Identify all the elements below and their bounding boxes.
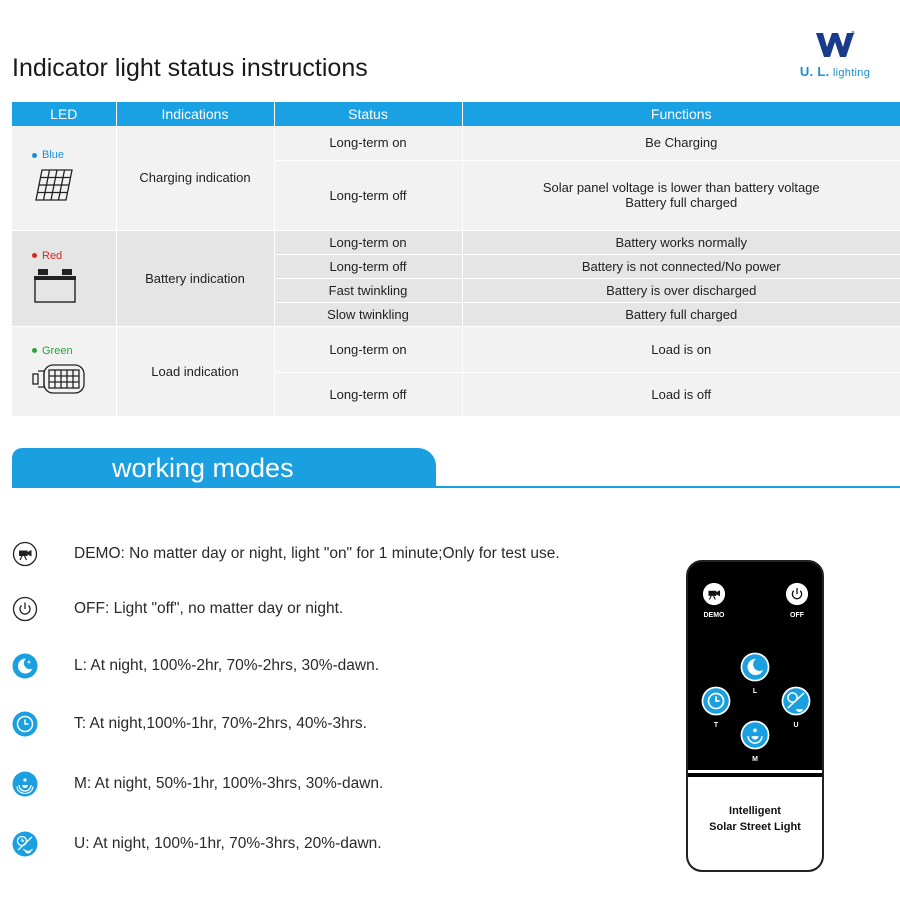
remote-control (686, 560, 824, 872)
mode-demo-text: DEMO: No matter day or night, light "on" for 1 minute;Only for test use. (74, 545, 560, 562)
table-row (12, 230, 900, 254)
status-cell: Long-term off (274, 372, 462, 416)
function-cell: Battery is not connected/No power (462, 254, 900, 278)
status-cell: Long-term on (274, 230, 462, 254)
clock-icon (12, 711, 38, 737)
status-cell: Long-term off (274, 160, 462, 230)
header-functions: Functions (462, 102, 900, 126)
section-divider (12, 486, 900, 488)
remote-m-button: M (738, 720, 772, 763)
led-label-blue: Blue (32, 149, 116, 161)
status-cell: Long-term on (274, 126, 462, 160)
moon-icon (12, 653, 38, 679)
function-cell: Battery is over discharged (462, 278, 900, 302)
function-cell: Battery works normally (462, 230, 900, 254)
mode-l (12, 650, 652, 682)
remote-t-button: T (699, 686, 733, 729)
page-title: Indicator light status instructions (12, 54, 368, 82)
remote-demo-button: DEMO (697, 582, 731, 619)
indication-load: Load indication (116, 326, 274, 416)
header-status: Status (274, 102, 462, 126)
header-led: LED (12, 102, 116, 126)
remote-off-button: OFF (780, 582, 814, 619)
street-lamp-icon (32, 363, 88, 395)
timer-sensor-icon (12, 831, 38, 857)
table-row (12, 126, 900, 160)
mode-u-text: U: At night, 100%-1hr, 70%-3hrs, 20%-dawn. (74, 835, 382, 852)
camera-icon (12, 541, 38, 567)
status-cell: Slow twinkling (274, 302, 462, 326)
led-cell-red (12, 230, 116, 326)
solar-panel-icon (34, 167, 74, 203)
mode-t-text: T: At night,100%-1hr, 70%-2hrs, 40%-3hrs. (74, 715, 367, 732)
function-cell: Solar panel voltage is lower than battery voltage Battery full charged (462, 160, 900, 230)
mode-l-text: L: At night, 100%-2hr, 70%-2hrs, 30%-dawn. (74, 657, 380, 674)
mode-off (12, 593, 652, 625)
motion-sensor-icon (12, 771, 38, 797)
led-dot-green-icon (32, 348, 37, 353)
mode-demo (12, 538, 652, 570)
remote-label-line2: Solar Street Light (709, 821, 801, 833)
timer-sensor-icon (781, 686, 811, 716)
function-cell: Load is off (462, 372, 900, 416)
table-header-row (12, 102, 900, 126)
moon-icon (740, 652, 770, 682)
led-label-green: Green (32, 345, 116, 357)
battery-icon (32, 268, 78, 304)
function-cell: Be Charging (462, 126, 900, 160)
status-cell: Fast twinkling (274, 278, 462, 302)
mode-t (12, 708, 652, 740)
remote-l-button: L (738, 652, 772, 695)
status-cell: Long-term off (274, 254, 462, 278)
power-icon (12, 596, 38, 622)
camera-icon (702, 582, 726, 606)
logo-w-icon (814, 30, 856, 60)
remote-label-line1: Intelligent (729, 805, 781, 817)
brand-logo (785, 30, 885, 88)
led-cell-blue (12, 126, 116, 230)
led-label-red: Red (32, 250, 116, 262)
motion-sensor-icon (740, 720, 770, 750)
logo-brand-text: U. L. (799, 64, 830, 79)
mode-m-text: M: At night, 50%-1hr, 100%-3hrs, 30%-dawn. (74, 775, 384, 792)
indicator-status-table (12, 102, 900, 417)
clock-icon (701, 686, 731, 716)
indication-charging: Charging indication (116, 126, 274, 230)
remote-u-button: U (779, 686, 813, 729)
registered-mark: ® (851, 31, 855, 37)
led-cell-green (12, 326, 116, 416)
function-cell: Load is on (462, 326, 900, 372)
indication-battery: Battery indication (116, 230, 274, 326)
function-cell: Battery full charged (462, 302, 900, 326)
power-icon (785, 582, 809, 606)
remote-label-panel (688, 777, 822, 872)
mode-m (12, 768, 652, 800)
led-dot-blue-icon (32, 153, 37, 158)
section-title: working modes (112, 453, 294, 483)
header-indications: Indications (116, 102, 274, 126)
logo-suffix-text: lighting (832, 67, 871, 79)
mode-off-text: OFF: Light "off", no matter day or night. (74, 600, 344, 617)
led-dot-red-icon (32, 253, 37, 258)
status-cell: Long-term on (274, 326, 462, 372)
remote-divider (688, 770, 822, 773)
mode-u (12, 828, 652, 860)
table-row (12, 326, 900, 372)
